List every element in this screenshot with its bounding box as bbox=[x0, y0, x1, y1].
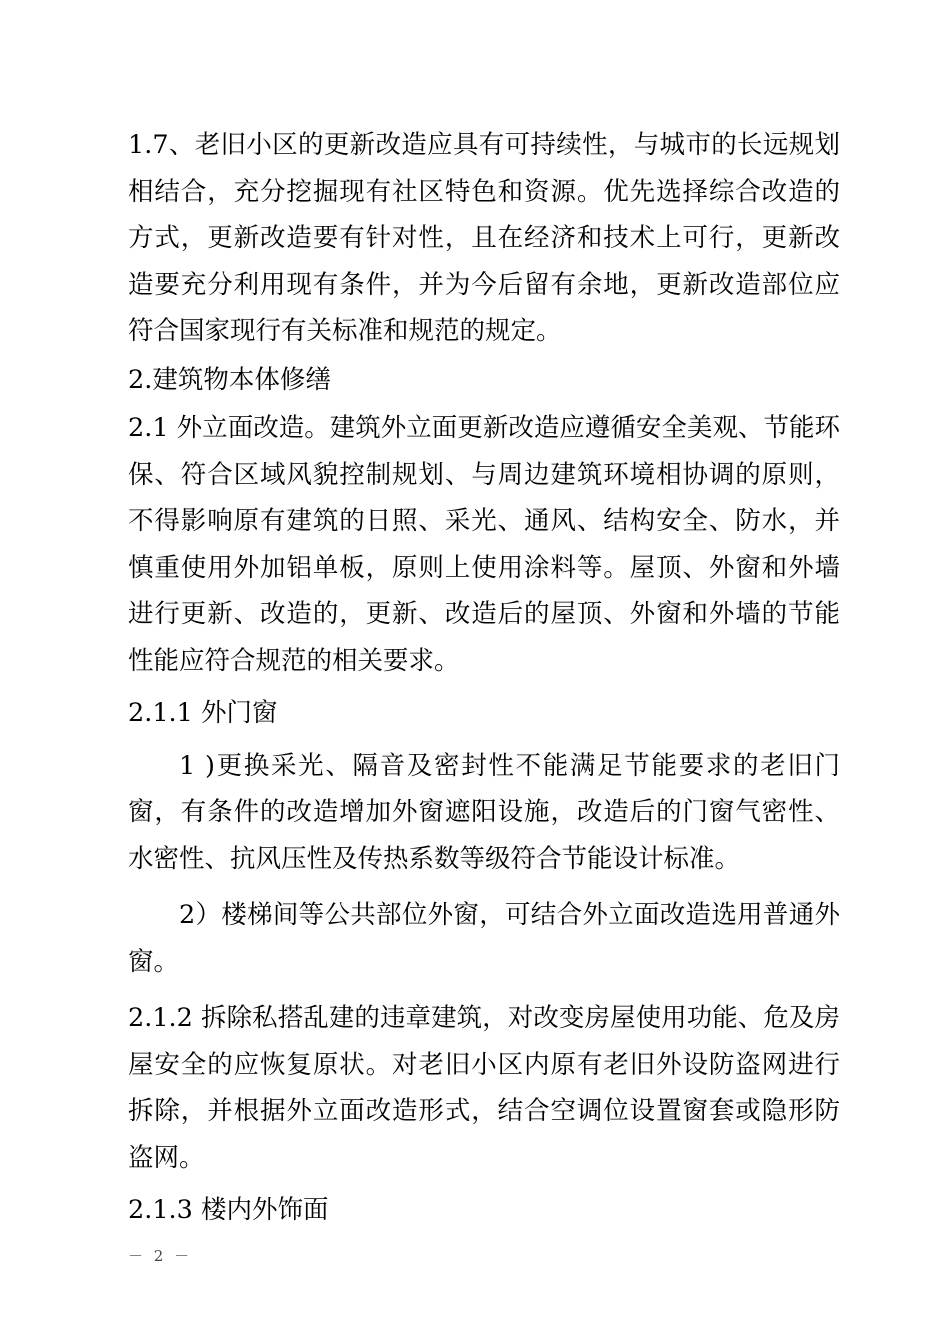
list-item-2: 2）楼梯间等公共部位外窗，可结合外立面改造选用普通外窗。 bbox=[128, 900, 840, 977]
list-item-1: 1 )更换采光、隔音及密封性不能满足节能要求的老旧门窗，有条件的改造增加外窗遮阳设施，改造后的门窗气密性、水密性、抗风压性及传热系数等级符合节能设计标准。 bbox=[128, 750, 840, 874]
paragraph-1-7: 1.7、老旧小区的更新改造应具有可持续性，与城市的长远规划相结合，充分挖掘现有社区特色和资源。优先选择综合改造的方式，更新改造要有针对性，且在经济和技术上可行，更新改造要充分利用现有条件，并为今后留有余地，更新改造部位应符合国家现行有关标准和规范的规定。 bbox=[128, 130, 840, 346]
paragraph-2-1: 2.1 外立面改造。建筑外立面更新改造应遵循安全美观、节能环保、符合区域风貌控制规划、与周边建筑环境相协调的原则，不得影响原有建筑的日照、采光、通风、结构安全、防水，并慎重使用外加铝单板，原则上使用涂料等。屋顶、外窗和外墙进行更新、改造的，更新、改造后的屋顶、外窗和外墙的节能性能应符合规范的相关要求。 bbox=[128, 413, 840, 676]
page-number: － 2 － bbox=[128, 1247, 193, 1265]
section-heading-2-1-1: 2.1.1 外门窗 bbox=[128, 698, 278, 728]
section-heading-2-1-3: 2.1.3 楼内外饰面 bbox=[128, 1195, 329, 1225]
paragraph-2-1-2: 2.1.2 拆除私搭乱建的违章建筑，对改变房屋使用功能、危及房屋安全的应恢复原状。对老旧小区内原有老旧外设防盗网进行拆除，并根据外立面改造形式，结合空调位设置窗套或隐形防盗网。 bbox=[128, 1003, 840, 1173]
section-heading-2: 2.建筑物本体修缮 bbox=[128, 364, 331, 395]
document-body bbox=[128, 122, 840, 1234]
